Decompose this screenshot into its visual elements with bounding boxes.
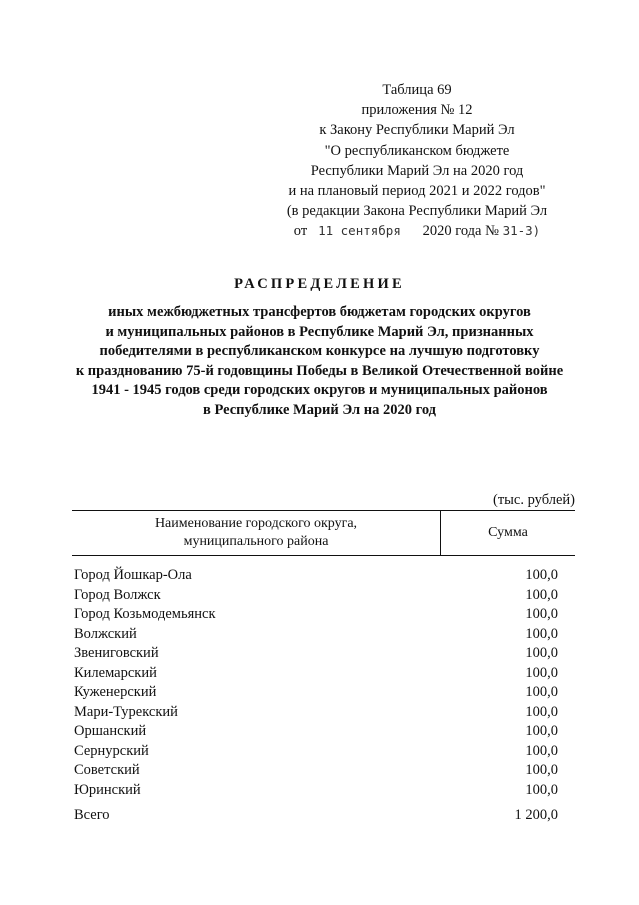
total-row — [72, 806, 575, 826]
row-name: Звениговский — [74, 645, 159, 661]
subtitle-line: 1941 - 1945 годов среди городских округов и муниципальных районов — [91, 382, 548, 399]
row-name: Сернурский — [74, 742, 149, 759]
row-value: 100,0 — [525, 762, 558, 778]
table-row — [72, 683, 575, 703]
header-line: к Закону Республики Марий Эл — [319, 122, 515, 139]
table-row — [72, 722, 575, 742]
row-name: Оршанский — [74, 723, 147, 739]
header-line: Республики Марий Эл на 2020 год — [310, 162, 524, 179]
row-value: 100,0 — [525, 567, 558, 583]
table-row — [72, 605, 575, 625]
date-suffix: 2020 года № — [422, 223, 499, 240]
row-value: 100,0 — [525, 586, 558, 603]
row-name: Юринский — [74, 781, 141, 798]
row-value: 100,0 — [525, 645, 558, 661]
table-row — [72, 586, 575, 606]
row-name: Волжский — [74, 625, 137, 642]
row-value: 100,0 — [525, 742, 558, 759]
total-value: 1 200,0 — [514, 807, 558, 823]
subtitle-line: победителями в республиканском конкурсе на лучшую подготовку — [99, 343, 540, 360]
table-row — [72, 781, 575, 801]
row-value: 100,0 — [525, 781, 558, 798]
row-value: 100,0 — [525, 703, 558, 720]
row-name: Город Волжск — [74, 586, 161, 603]
row-name: Советский — [74, 762, 140, 778]
header-line: "О республиканском бюджете — [324, 142, 510, 159]
document-header — [267, 80, 567, 242]
row-value: 100,0 — [525, 684, 558, 700]
table-body — [72, 566, 575, 826]
date-prefix: от — [293, 223, 308, 240]
column-header-sum: Сумма — [488, 525, 528, 540]
row-name: Город Козьмодемьянск — [74, 606, 216, 622]
subtitle-line: и муниципальных районов в Республике Марий Эл, признанных — [105, 323, 534, 340]
header-line: приложения № 12 — [361, 102, 473, 119]
distribution-table — [72, 510, 575, 826]
table-row — [72, 761, 575, 781]
table-row — [72, 703, 575, 723]
handwritten-number: 31-З) — [502, 223, 541, 239]
table-row — [72, 644, 575, 664]
row-name: Килемарский — [74, 664, 157, 681]
row-value: 100,0 — [525, 723, 558, 739]
subtitle-line: в Республике Марий Эл на 2020 год — [203, 401, 436, 418]
row-name: Куженерский — [74, 684, 157, 700]
document-subtitle — [60, 303, 579, 421]
table-row — [72, 742, 575, 762]
subtitle-line: иных межбюджетных трансфертов бюджетам городских округов — [108, 304, 531, 320]
handwritten-date: 11 сентября — [318, 223, 401, 239]
column-header-name-line: муниципального района — [183, 534, 329, 549]
table-row — [72, 566, 575, 586]
row-name: Мари-Турекский — [74, 703, 178, 720]
column-header-name-line: Наименование городского округа, — [154, 516, 358, 531]
subtitle-line: к празднованию 75-й годовщины Победы в Великой Отечественной войне — [75, 362, 564, 379]
table-row — [72, 625, 575, 645]
table-header — [72, 510, 575, 556]
header-date-line — [267, 221, 567, 241]
table-row — [72, 664, 575, 684]
header-line: (в редакции Закона Республики Марий Эл — [286, 203, 548, 220]
units-label: (тыс. рублей) — [493, 492, 575, 508]
total-label: Всего — [74, 807, 110, 823]
header-line: Таблица 69 — [382, 82, 452, 98]
column-header-name — [72, 511, 441, 555]
row-value: 100,0 — [525, 664, 558, 681]
row-value: 100,0 — [525, 625, 558, 642]
document-title: РАСПРЕДЕЛЕНИЕ — [234, 276, 405, 292]
row-value: 100,0 — [525, 606, 558, 622]
row-name: Город Йошкар-Ола — [74, 567, 192, 583]
header-line: и на плановый период 2021 и 2022 годов" — [288, 183, 546, 200]
